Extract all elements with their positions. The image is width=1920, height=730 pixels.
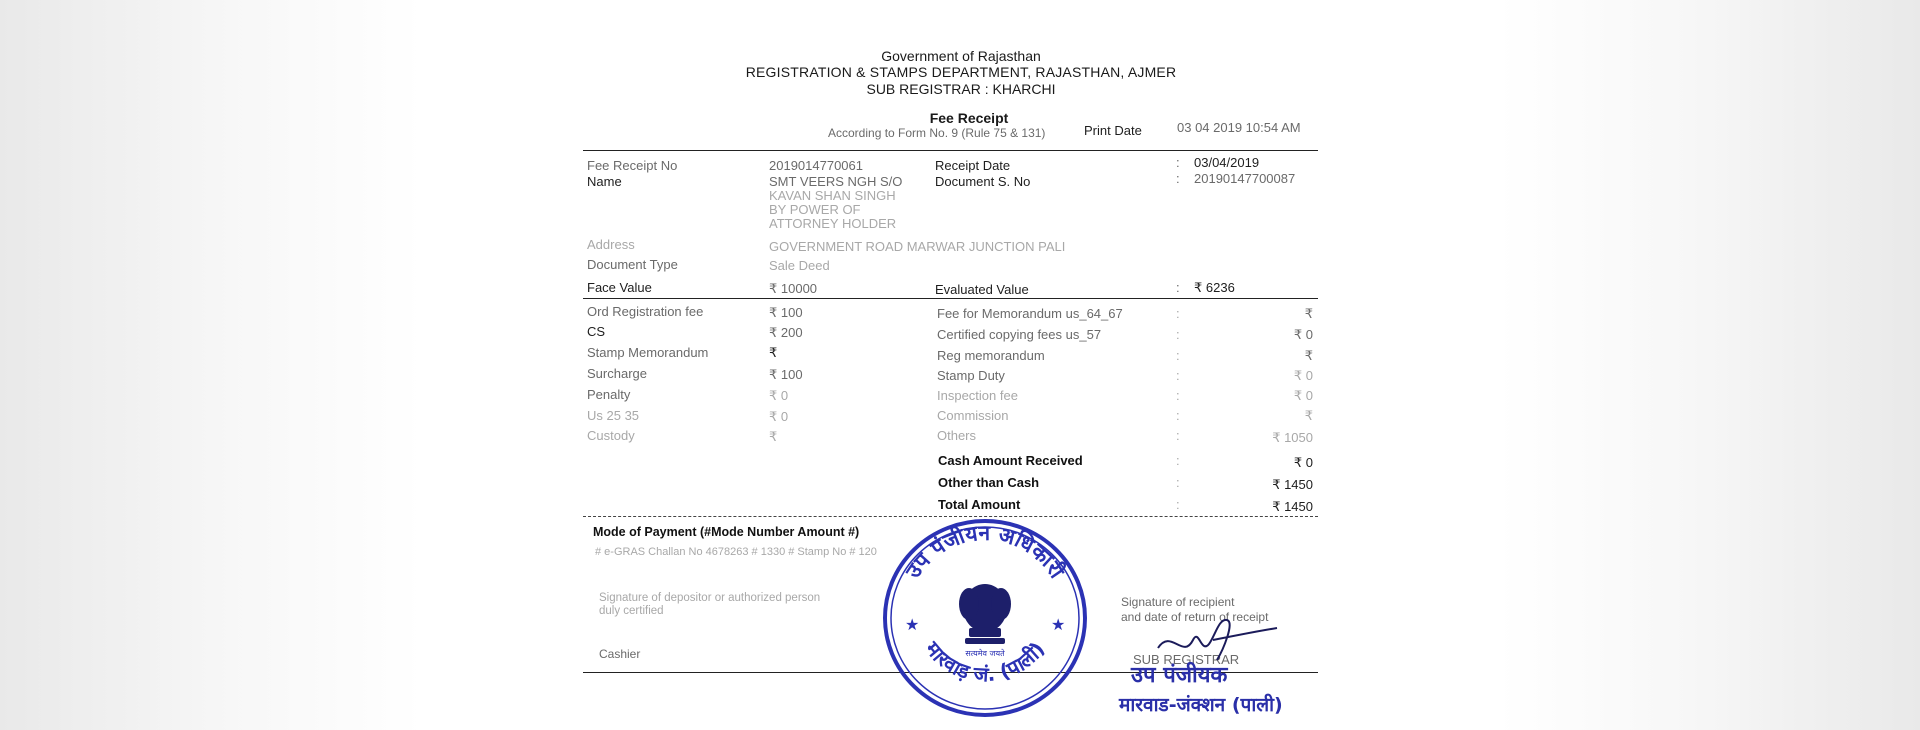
fee-label: Others (937, 428, 977, 443)
fee-value: ₹ (1304, 348, 1313, 363)
fee-label: Custody (587, 428, 635, 443)
fee-colon: : (1176, 408, 1180, 423)
fee-receipt-document (513, 0, 1409, 725)
fee-receipt-no-value: 2019014770061 (769, 158, 863, 173)
fee-colon: : (1176, 327, 1180, 342)
fee-label: Inspection fee (937, 388, 1018, 403)
payment-mode-detail: # e-GRAS Challan No 4678263 # 1330 # Stamp No # 120 (595, 546, 877, 558)
header-divider (583, 150, 1318, 151)
address-value: GOVERNMENT ROAD MARWAR JUNCTION PALI (769, 239, 1066, 254)
fee-label: Stamp Memorandum (587, 345, 709, 360)
receipt-title: Fee Receipt (929, 110, 1009, 126)
sub-registrar-signature-label: SUB REGISTRAR (1133, 652, 1240, 667)
officer-stamp-location: मारवाड-जंक्शन (पाली) (1119, 694, 1283, 716)
document-sno-colon: : (1176, 171, 1180, 186)
cash-amount-colon: : (1176, 453, 1180, 468)
cash-amount-value: ₹ 0 (1293, 455, 1313, 470)
fee-value: ₹ 100 (769, 367, 803, 382)
receipt-subtitle: According to Form No. 9 (Rule 75 & 131) (828, 126, 1046, 140)
document-type-label: Document Type (587, 257, 678, 272)
fee-colon: : (1176, 368, 1180, 383)
print-date-value: 03 04 2019 10:54 AM (1177, 120, 1301, 135)
name-line-3: BY POWER OF (769, 202, 861, 217)
fee-label: Certified copying fees us_57 (937, 327, 1102, 342)
official-seal (875, 510, 1095, 720)
receipt-date-label: Receipt Date (935, 158, 1011, 173)
fee-label: CS (587, 324, 606, 339)
recipient-signature-line-2: and date of return of receipt (1121, 610, 1269, 624)
fee-colon: : (1176, 348, 1180, 363)
fee-value: ₹ 0 (1293, 327, 1313, 342)
name-line-2: KAVAN SHAN SINGH (769, 188, 896, 203)
fee-value: ₹ 100 (769, 305, 803, 320)
star-icon: ★ (1051, 617, 1066, 634)
receipt-date-value: 03/04/2019 (1194, 155, 1260, 170)
cash-amount-label: Cash Amount Received (938, 453, 1083, 468)
fee-value: ₹ (1304, 306, 1313, 321)
face-value-value: ₹ 10000 (769, 281, 818, 296)
document-sno-label: Document S. No (935, 174, 1031, 189)
total-amount-value: ₹ 1450 (1272, 499, 1313, 514)
handwritten-signature (1153, 610, 1283, 670)
cashier-label: Cashier (599, 647, 641, 661)
face-value-label: Face Value (587, 280, 652, 295)
officer-stamp-title: उप पंजीयक (1131, 663, 1228, 688)
national-emblem-icon (959, 584, 1011, 644)
total-amount-colon: : (1176, 497, 1180, 512)
evaluated-value-colon: : (1176, 280, 1180, 295)
evaluated-value-label: Evaluated Value (935, 282, 1029, 297)
seal-bottom-text: मारवाड़ जं. (पाली) (920, 636, 1050, 687)
fee-value: ₹ 0 (769, 388, 789, 403)
fee-label: Ord Registration fee (587, 304, 704, 319)
document-sno-value: 20190147700087 (1194, 171, 1296, 186)
recipient-signature-line-1: Signature of recipient (1121, 595, 1235, 609)
fee-value: ₹ 0 (769, 409, 789, 424)
department-title: REGISTRATION & STAMPS DEPARTMENT, RAJASTHAN, AJMER (745, 64, 1177, 80)
fee-value: ₹ 200 (769, 325, 803, 340)
evaluated-value-value: ₹ 6236 (1194, 280, 1235, 295)
total-amount-label: Total Amount (938, 497, 1021, 512)
other-than-cash-label: Other than Cash (938, 475, 1040, 490)
fee-value: ₹ (769, 429, 778, 444)
payment-mode-title: Mode of Payment (#Mode Number Amount #) (593, 525, 860, 539)
name-label: Name (587, 174, 622, 189)
fee-label: Stamp Duty (937, 368, 1005, 383)
fee-label: Fee for Memorandum us_64_67 (937, 306, 1123, 321)
fee-value: ₹ (1304, 408, 1313, 423)
name-line-1: SMT VEERS NGH S/O (769, 174, 903, 189)
fees-top-divider (583, 298, 1318, 299)
emblem-caption: सत्यमेव जयते (965, 649, 1005, 658)
document-type-value: Sale Deed (769, 258, 830, 273)
fee-value: ₹ 1050 (1272, 430, 1313, 445)
fee-label: Penalty (587, 387, 631, 402)
fee-colon: : (1176, 388, 1180, 403)
receipt-date-colon: : (1176, 155, 1180, 170)
fee-label: Us 25 35 (587, 408, 640, 423)
fee-colon: : (1176, 428, 1180, 443)
fee-receipt-no-label: Fee Receipt No (587, 158, 678, 173)
address-label: Address (587, 237, 635, 252)
print-date-label: Print Date (1084, 123, 1142, 138)
fee-label: Reg memorandum (937, 348, 1045, 363)
government-title: Government of Rajasthan (881, 48, 1041, 64)
fee-value: ₹ 0 (1293, 388, 1313, 403)
other-than-cash-value: ₹ 1450 (1272, 477, 1313, 492)
depositor-note-line-2: duly certified (599, 605, 664, 617)
fee-value: ₹ 0 (1293, 368, 1313, 383)
depositor-note-line-1: Signature of depositor or authorized person (599, 592, 821, 604)
fee-label: Surcharge (587, 366, 647, 381)
fee-value: ₹ (769, 345, 778, 360)
other-than-cash-colon: : (1176, 475, 1180, 490)
name-line-4: ATTORNEY HOLDER (769, 216, 897, 231)
seal-top-text: उप पंजीयन अधिकारी (900, 520, 1069, 583)
sub-registrar-title: SUB REGISTRAR : KHARCHI (866, 81, 1056, 97)
fee-colon: : (1176, 306, 1180, 321)
fee-label: Commission (937, 408, 1009, 423)
star-icon: ★ (905, 617, 920, 634)
